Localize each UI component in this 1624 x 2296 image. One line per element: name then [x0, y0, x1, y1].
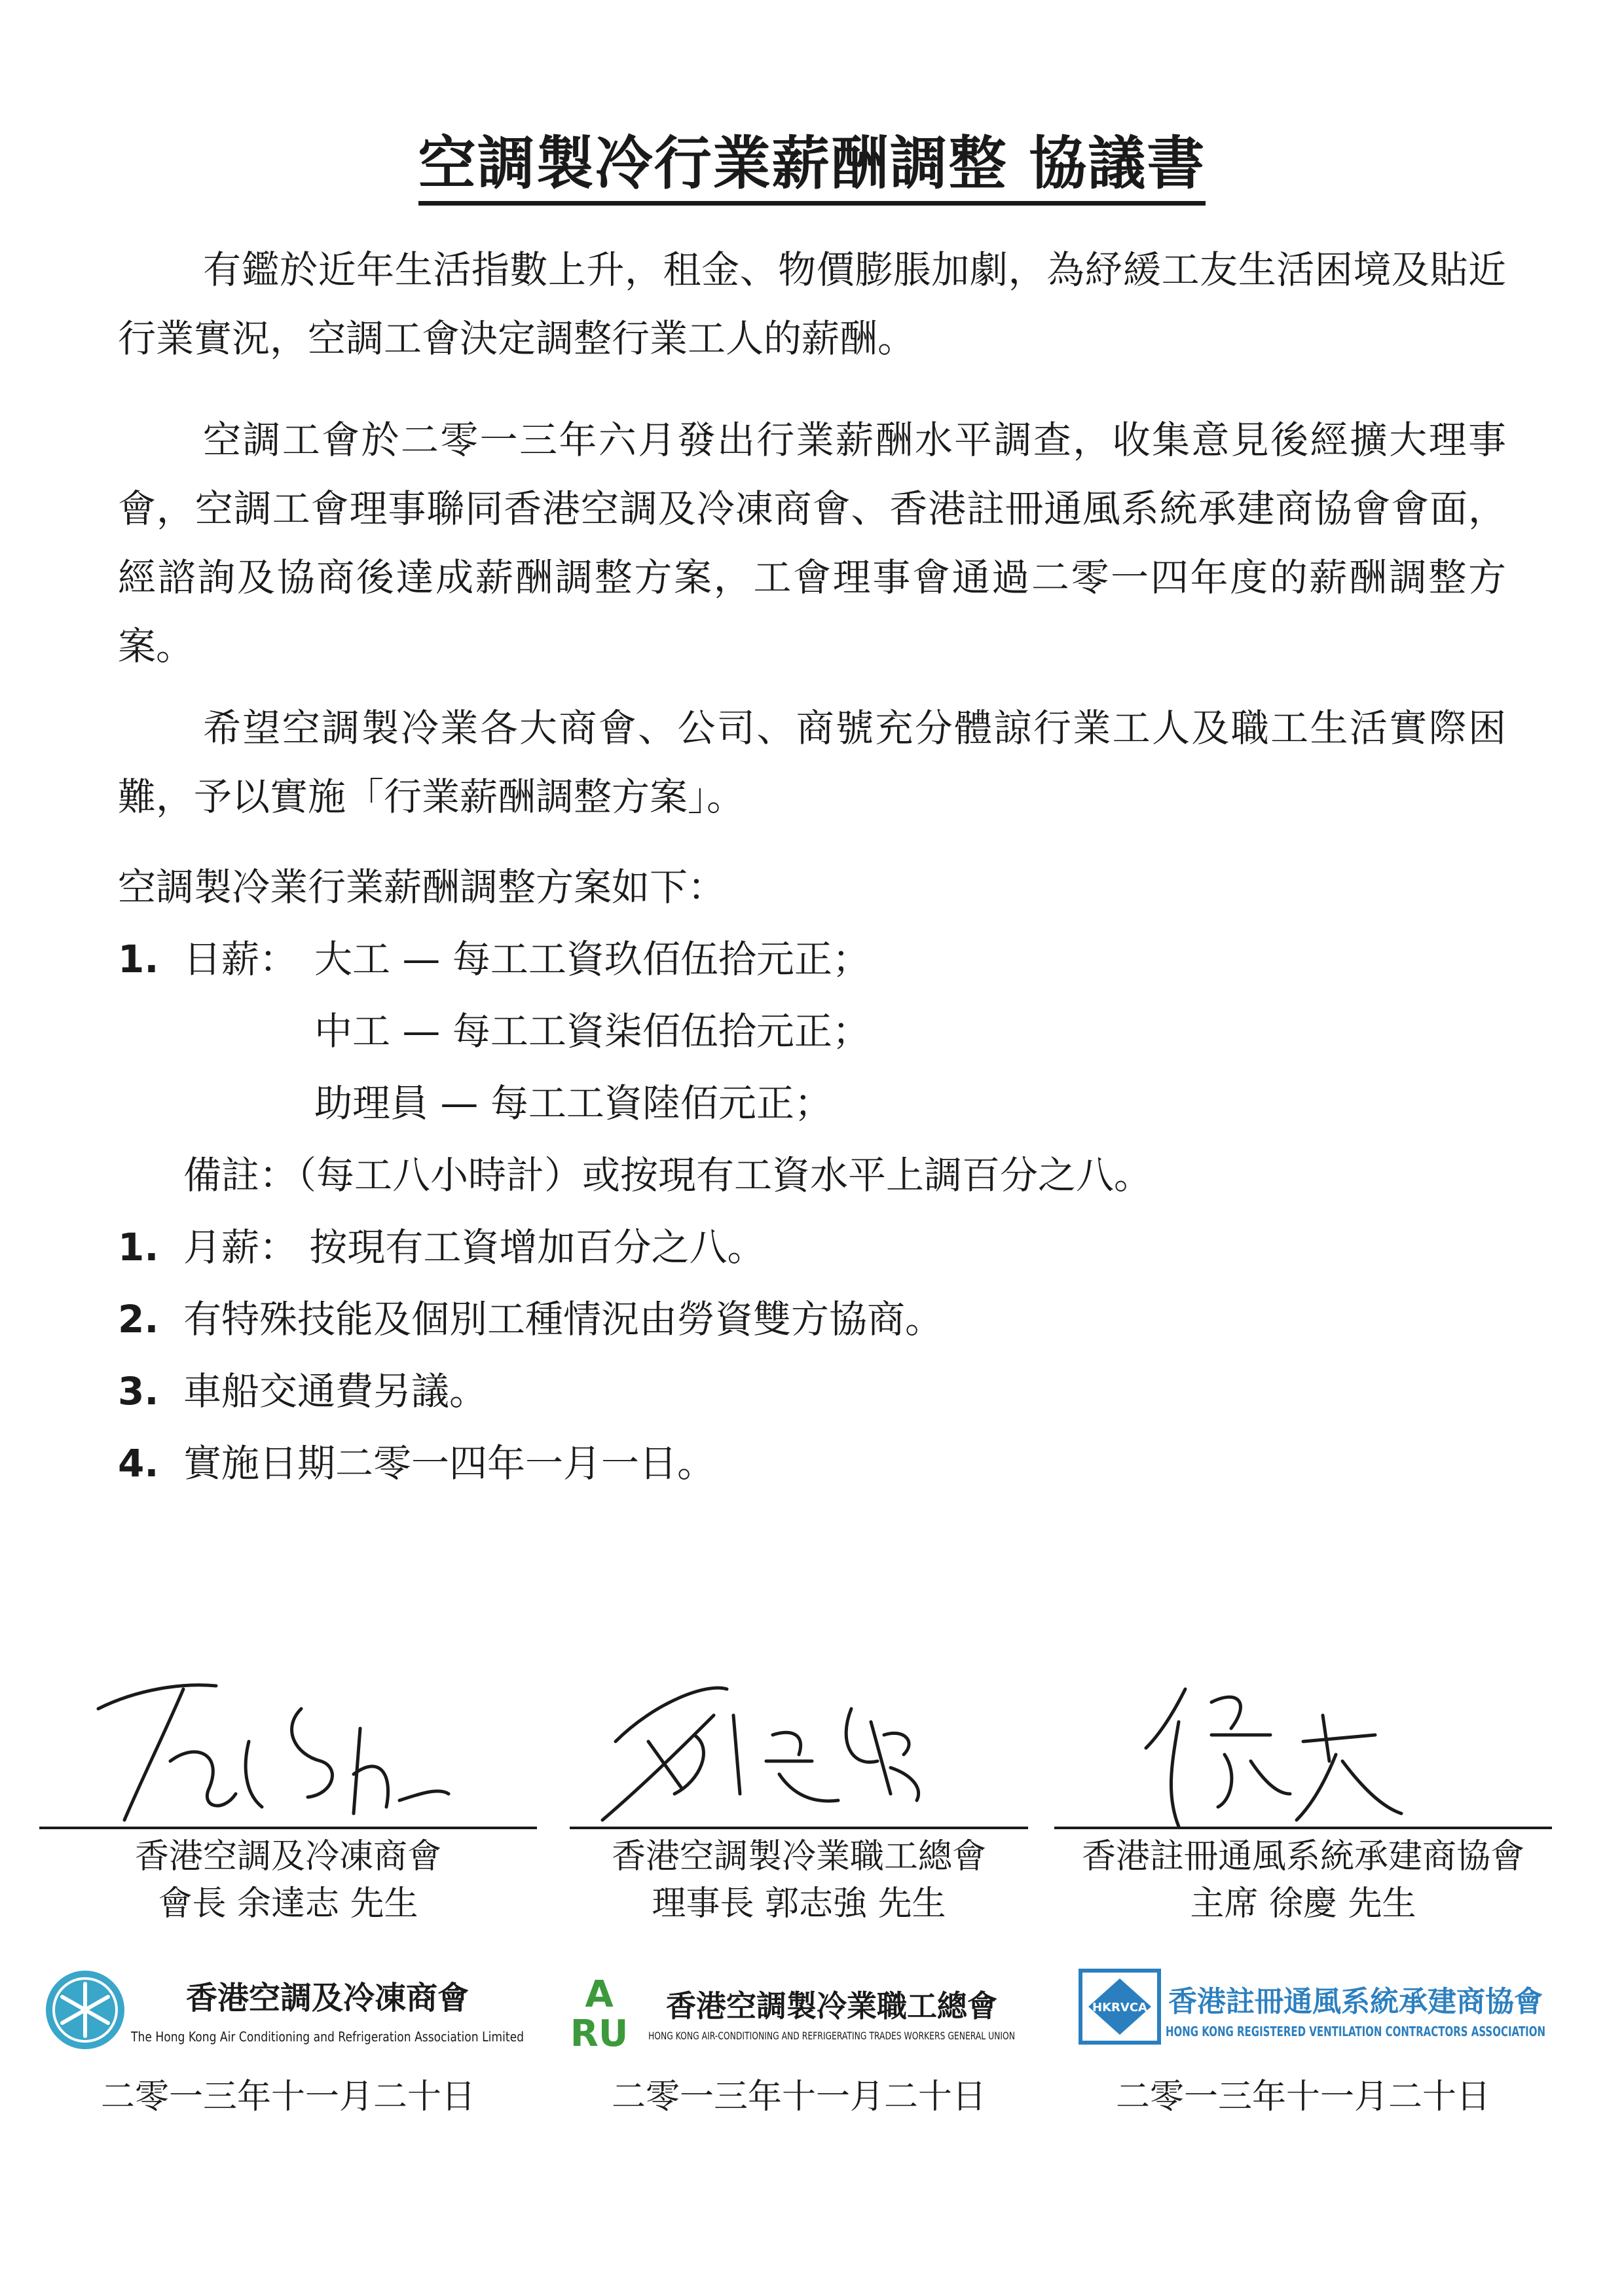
logo-2-mark-top: A [585, 1973, 614, 2016]
daily-wage-row-3: 助理員 — 每工工資陸佰元正； [314, 1081, 832, 1125]
logo-2-mark-bottom: RU [570, 2013, 629, 2055]
hkrvca-logo-icon [1074, 1964, 1552, 2056]
paragraph-2: 空調工會於二零一三年六月發出行業薪酬水平調查，收集意見後經擴大理事會，空調工會理事聯同香港空調及冷凍商會、香港註冊通風系統承建商協會會面，經諮詢及協商後達成薪酬調整方案，工會理事會通過二零一四年度的薪酬調整方案。 [118, 418, 1506, 668]
paragraph-3: 希望空調製冷業各大商會、公司、商號充分體諒行業工人及職工生活實際困難，予以實施「行業薪酬調整方案」。 [118, 706, 1506, 819]
signatory-2-person: 理事長 郭志強 先生 [652, 1884, 946, 1923]
logo-3-cn: 香港註冊通風系統承建商協會 [1168, 1985, 1543, 2018]
scheme-item-number: 3. [118, 1369, 159, 1413]
snowflake-logo-icon [39, 1964, 537, 2056]
logo-1-cn: 香港空調及冷凍商會 [185, 1980, 470, 2016]
signatory-1-person: 會長 余達志 先生 [158, 1884, 418, 1923]
scheme-item [118, 1296, 943, 1342]
signatory-3-person: 主席 徐慶 先生 [1190, 1884, 1416, 1923]
signature-1 [85, 1663, 452, 1833]
scheme-item-text: 車船交通費另議。 [183, 1369, 488, 1413]
scheme-item-text: 實施日期二零一四年一月一日。 [183, 1441, 716, 1485]
scheme-heading: 空調製冷業行業薪酬調整方案如下： [118, 865, 726, 909]
document-title-text: 空調製冷行業薪酬調整 協議書 [418, 130, 1206, 206]
daily-wage-row-1: 大工 — 每工工資玖佰伍拾元正； [314, 937, 870, 981]
scheme-item [118, 1440, 715, 1486]
logo-hk-acra [39, 1964, 537, 2056]
scheme-item-number: 4. [118, 1441, 159, 1485]
daily-wage-row-2: 中工 — 每工工資柒佰伍拾元正； [314, 1009, 870, 1053]
signatory-2-date: 二零一三年十一月二十日 [611, 2077, 986, 2117]
logo-2-cn: 香港空調製冷業職工總會 [666, 1988, 997, 2024]
signature-line [570, 1827, 1028, 1829]
logo-2-en: HONG KONG AIR-CONDITIONING AND REFRIGERATING TRADES WORKERS GENERAL UNION [648, 2030, 1015, 2042]
daily-wage-number: 1. [118, 937, 159, 981]
signature-2 [576, 1663, 943, 1833]
paragraph-1: 有鑑於近年生活指數上升，租金、物價膨脹加劇，為紓緩工友生活困境及貼近行業實況，空調工會決定調整行業工人的薪酬。 [118, 247, 1506, 361]
signatory-1-date: 二零一三年十一月二十日 [100, 2077, 475, 2117]
signature-line [1054, 1827, 1552, 1829]
signatory-3-date: 二零一三年十一月二十日 [1115, 2077, 1490, 2117]
daily-wage-remark: 備註：（每工八小時計）或按現有工資水平上調百分之八。 [183, 1153, 1153, 1197]
scheme-item-text: 月薪： 按現有工資增加百分之八。 [183, 1225, 766, 1269]
scheme-item-number: 1. [118, 1225, 159, 1269]
scheme-item [118, 1224, 765, 1270]
signatory-2-block [570, 1833, 1028, 1927]
scheme-item [118, 1368, 487, 1414]
daily-wage-label: 日薪： [183, 937, 298, 981]
signatory-1-block [39, 1833, 537, 1927]
daily-wage-row [118, 936, 297, 982]
logo-3-en: HONG KONG REGISTERED VENTILATION CONTRACTORS ASSOCIATION [1166, 2024, 1545, 2039]
signatory-3-org: 香港註冊通風系統承建商協會 [1081, 1837, 1524, 1876]
signatory-2-org: 香港空調製冷業職工總會 [611, 1837, 986, 1876]
signatory-3-block [1054, 1833, 1552, 1927]
logo-aru [570, 1964, 1028, 2056]
logo-3-mark: HKRVCA [1092, 2001, 1147, 2014]
signature-3 [1126, 1663, 1454, 1833]
document-title [0, 118, 1624, 200]
signature-line [39, 1827, 537, 1829]
logo-1-en: The Hong Kong Air Conditioning and Refrigeration Association Limited [130, 2029, 524, 2045]
logo-hkrvca [1074, 1964, 1552, 2056]
aru-logo-icon [570, 1964, 1028, 2056]
signatory-1-org: 香港空調及冷凍商會 [134, 1837, 441, 1876]
scheme-item-number: 2. [118, 1297, 159, 1341]
scheme-item-text: 有特殊技能及個別工種情況由勞資雙方協商。 [183, 1297, 944, 1341]
